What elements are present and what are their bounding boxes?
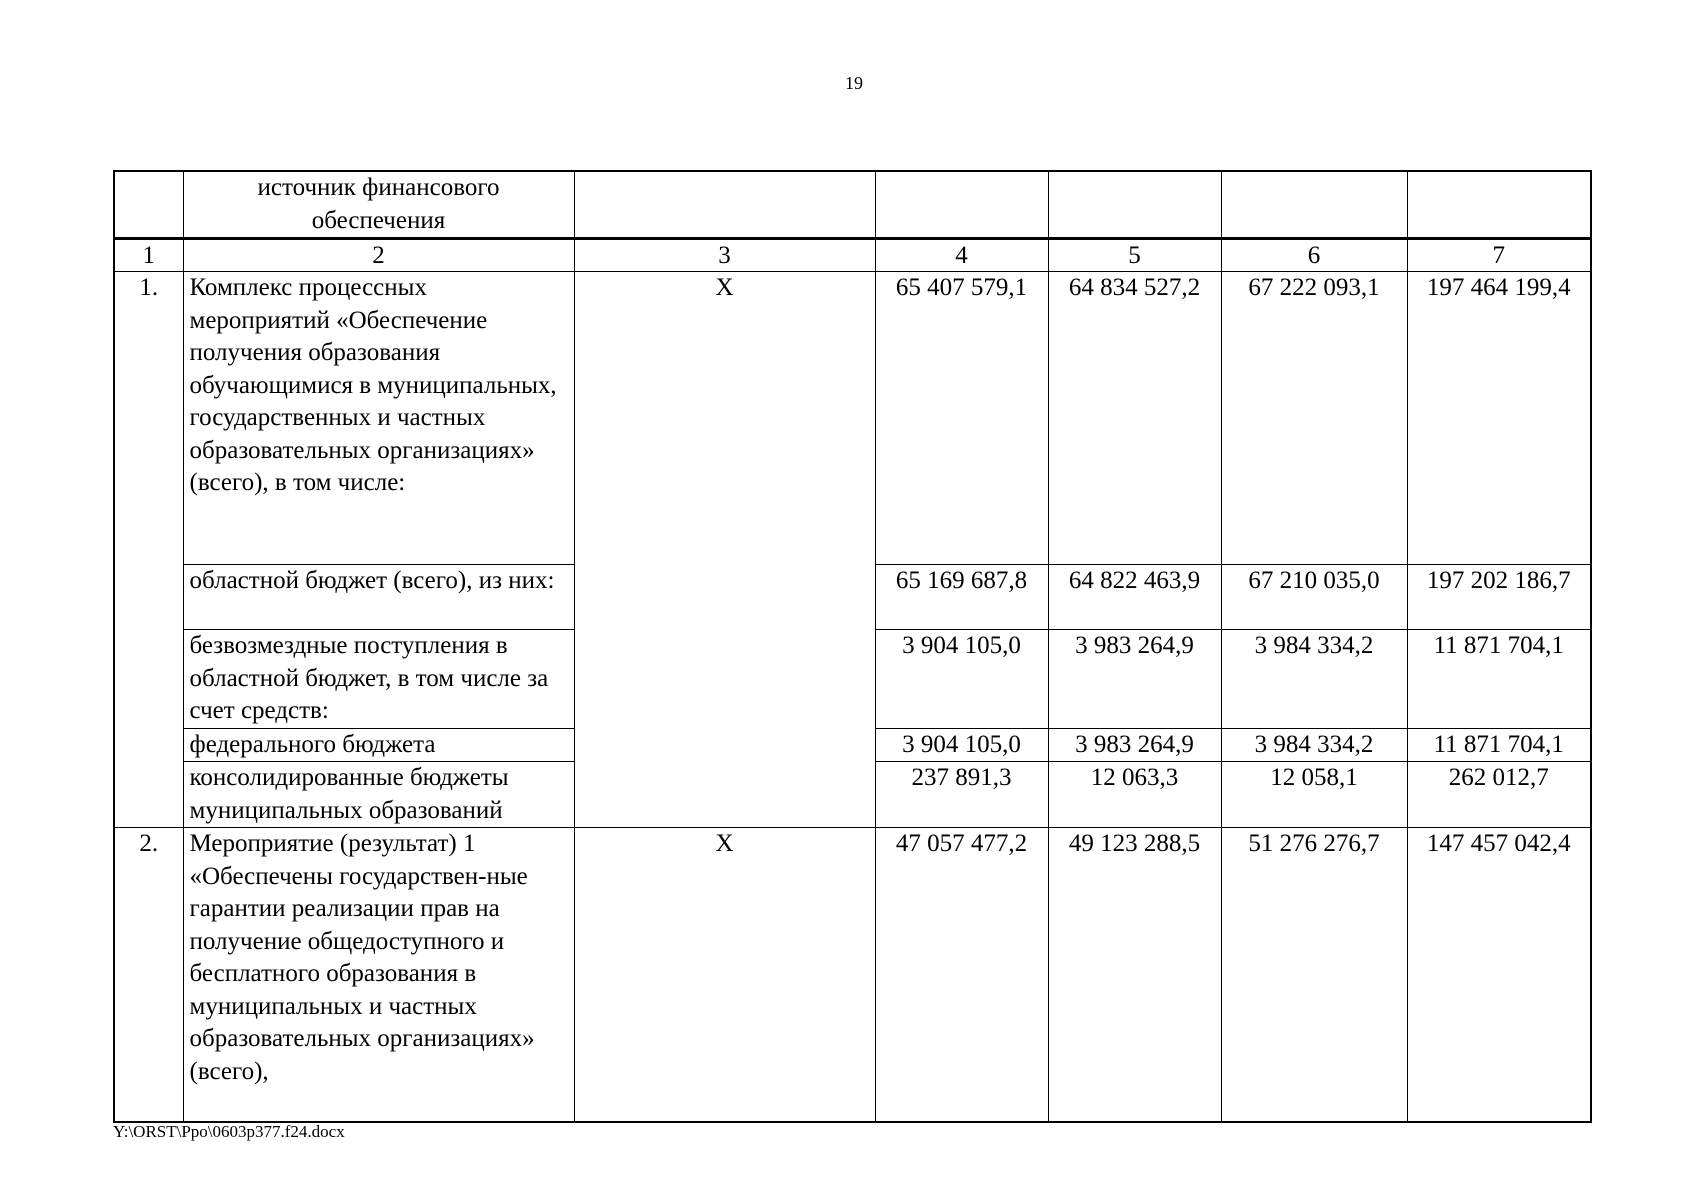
page-number: 19 (845, 73, 863, 93)
header-cell-1 (114, 171, 183, 239)
value-cell: 11 871 704,1 (1407, 728, 1591, 762)
budget-table (113, 170, 1592, 1123)
value-cell: 49 123 288,5 (1048, 828, 1221, 1122)
value-cell: 3 983 264,9 (1048, 630, 1221, 729)
header-cell-4 (875, 171, 1048, 239)
value-cell: 3 984 334,2 (1221, 728, 1407, 762)
value-cell: 237 891,3 (875, 762, 1048, 828)
value-cell: 12 063,3 (1048, 762, 1221, 828)
row-label: Мероприятие (результат) 1 «Обеспечены государствен-ные гарантии реализации прав на получение общедоступного и бесплатного образования в муниципальных и частных образовательных организациях» (всего), (183, 828, 574, 1122)
column-number: 3 (574, 239, 875, 272)
value-cell: 3 984 334,2 (1221, 630, 1407, 729)
header-cell-3 (574, 171, 875, 239)
row-code: X (574, 828, 875, 1122)
value-cell: 3 904 105,0 (875, 630, 1048, 729)
row-label: федерального бюджета (183, 728, 574, 762)
value-cell: 64 834 527,2 (1048, 272, 1221, 565)
column-number-row (114, 239, 1591, 272)
value-cell: 47 057 477,2 (875, 828, 1048, 1122)
header-cell-5 (1048, 171, 1221, 239)
value-cell: 65 169 687,8 (875, 565, 1048, 630)
value-cell: 197 202 186,7 (1407, 565, 1591, 630)
column-number: 1 (114, 239, 183, 272)
value-cell: 64 822 463,9 (1048, 565, 1221, 630)
row-label: консолидированные бюджеты муниципальных образований (183, 762, 574, 828)
value-cell: 3 904 105,0 (875, 728, 1048, 762)
value-cell: 51 276 276,7 (1221, 828, 1407, 1122)
row-label: Комплекс процессных мероприятий «Обеспечение получения образования обучающимися в муниципальных, государственных и частных образовательных организациях» (всего), в том числе: (183, 272, 574, 565)
table-row (114, 272, 1591, 565)
value-cell: 197 464 199,4 (1407, 272, 1591, 565)
row-number: 2. (114, 828, 183, 1122)
document-file-path: Y:\ORST\Ppo\0603p377.f24.docx (113, 1122, 345, 1141)
column-number: 2 (183, 239, 574, 272)
column-number: 4 (875, 239, 1048, 272)
column-number: 6 (1221, 239, 1407, 272)
value-cell: 67 222 093,1 (1221, 272, 1407, 565)
value-cell: 3 983 264,9 (1048, 728, 1221, 762)
header-cell-source: источник финансового обеспечения (183, 171, 574, 239)
value-cell: 262 012,7 (1407, 762, 1591, 828)
column-number: 7 (1407, 239, 1591, 272)
value-cell: 65 407 579,1 (875, 272, 1048, 565)
column-number: 5 (1048, 239, 1221, 272)
table-row (114, 828, 1591, 1122)
row-label: областной бюджет (всего), из них: (183, 565, 574, 630)
table-header-row (114, 171, 1591, 239)
row-number: 1. (114, 272, 183, 828)
row-label: безвозмездные поступления в областной бюджет, в том числе за счет средств: (183, 630, 574, 729)
value-cell: 147 457 042,4 (1407, 828, 1591, 1122)
value-cell: 12 058,1 (1221, 762, 1407, 828)
value-cell: 67 210 035,0 (1221, 565, 1407, 630)
header-cell-7 (1407, 171, 1591, 239)
value-cell: 11 871 704,1 (1407, 630, 1591, 729)
header-cell-6 (1221, 171, 1407, 239)
row-code: X (574, 272, 875, 828)
